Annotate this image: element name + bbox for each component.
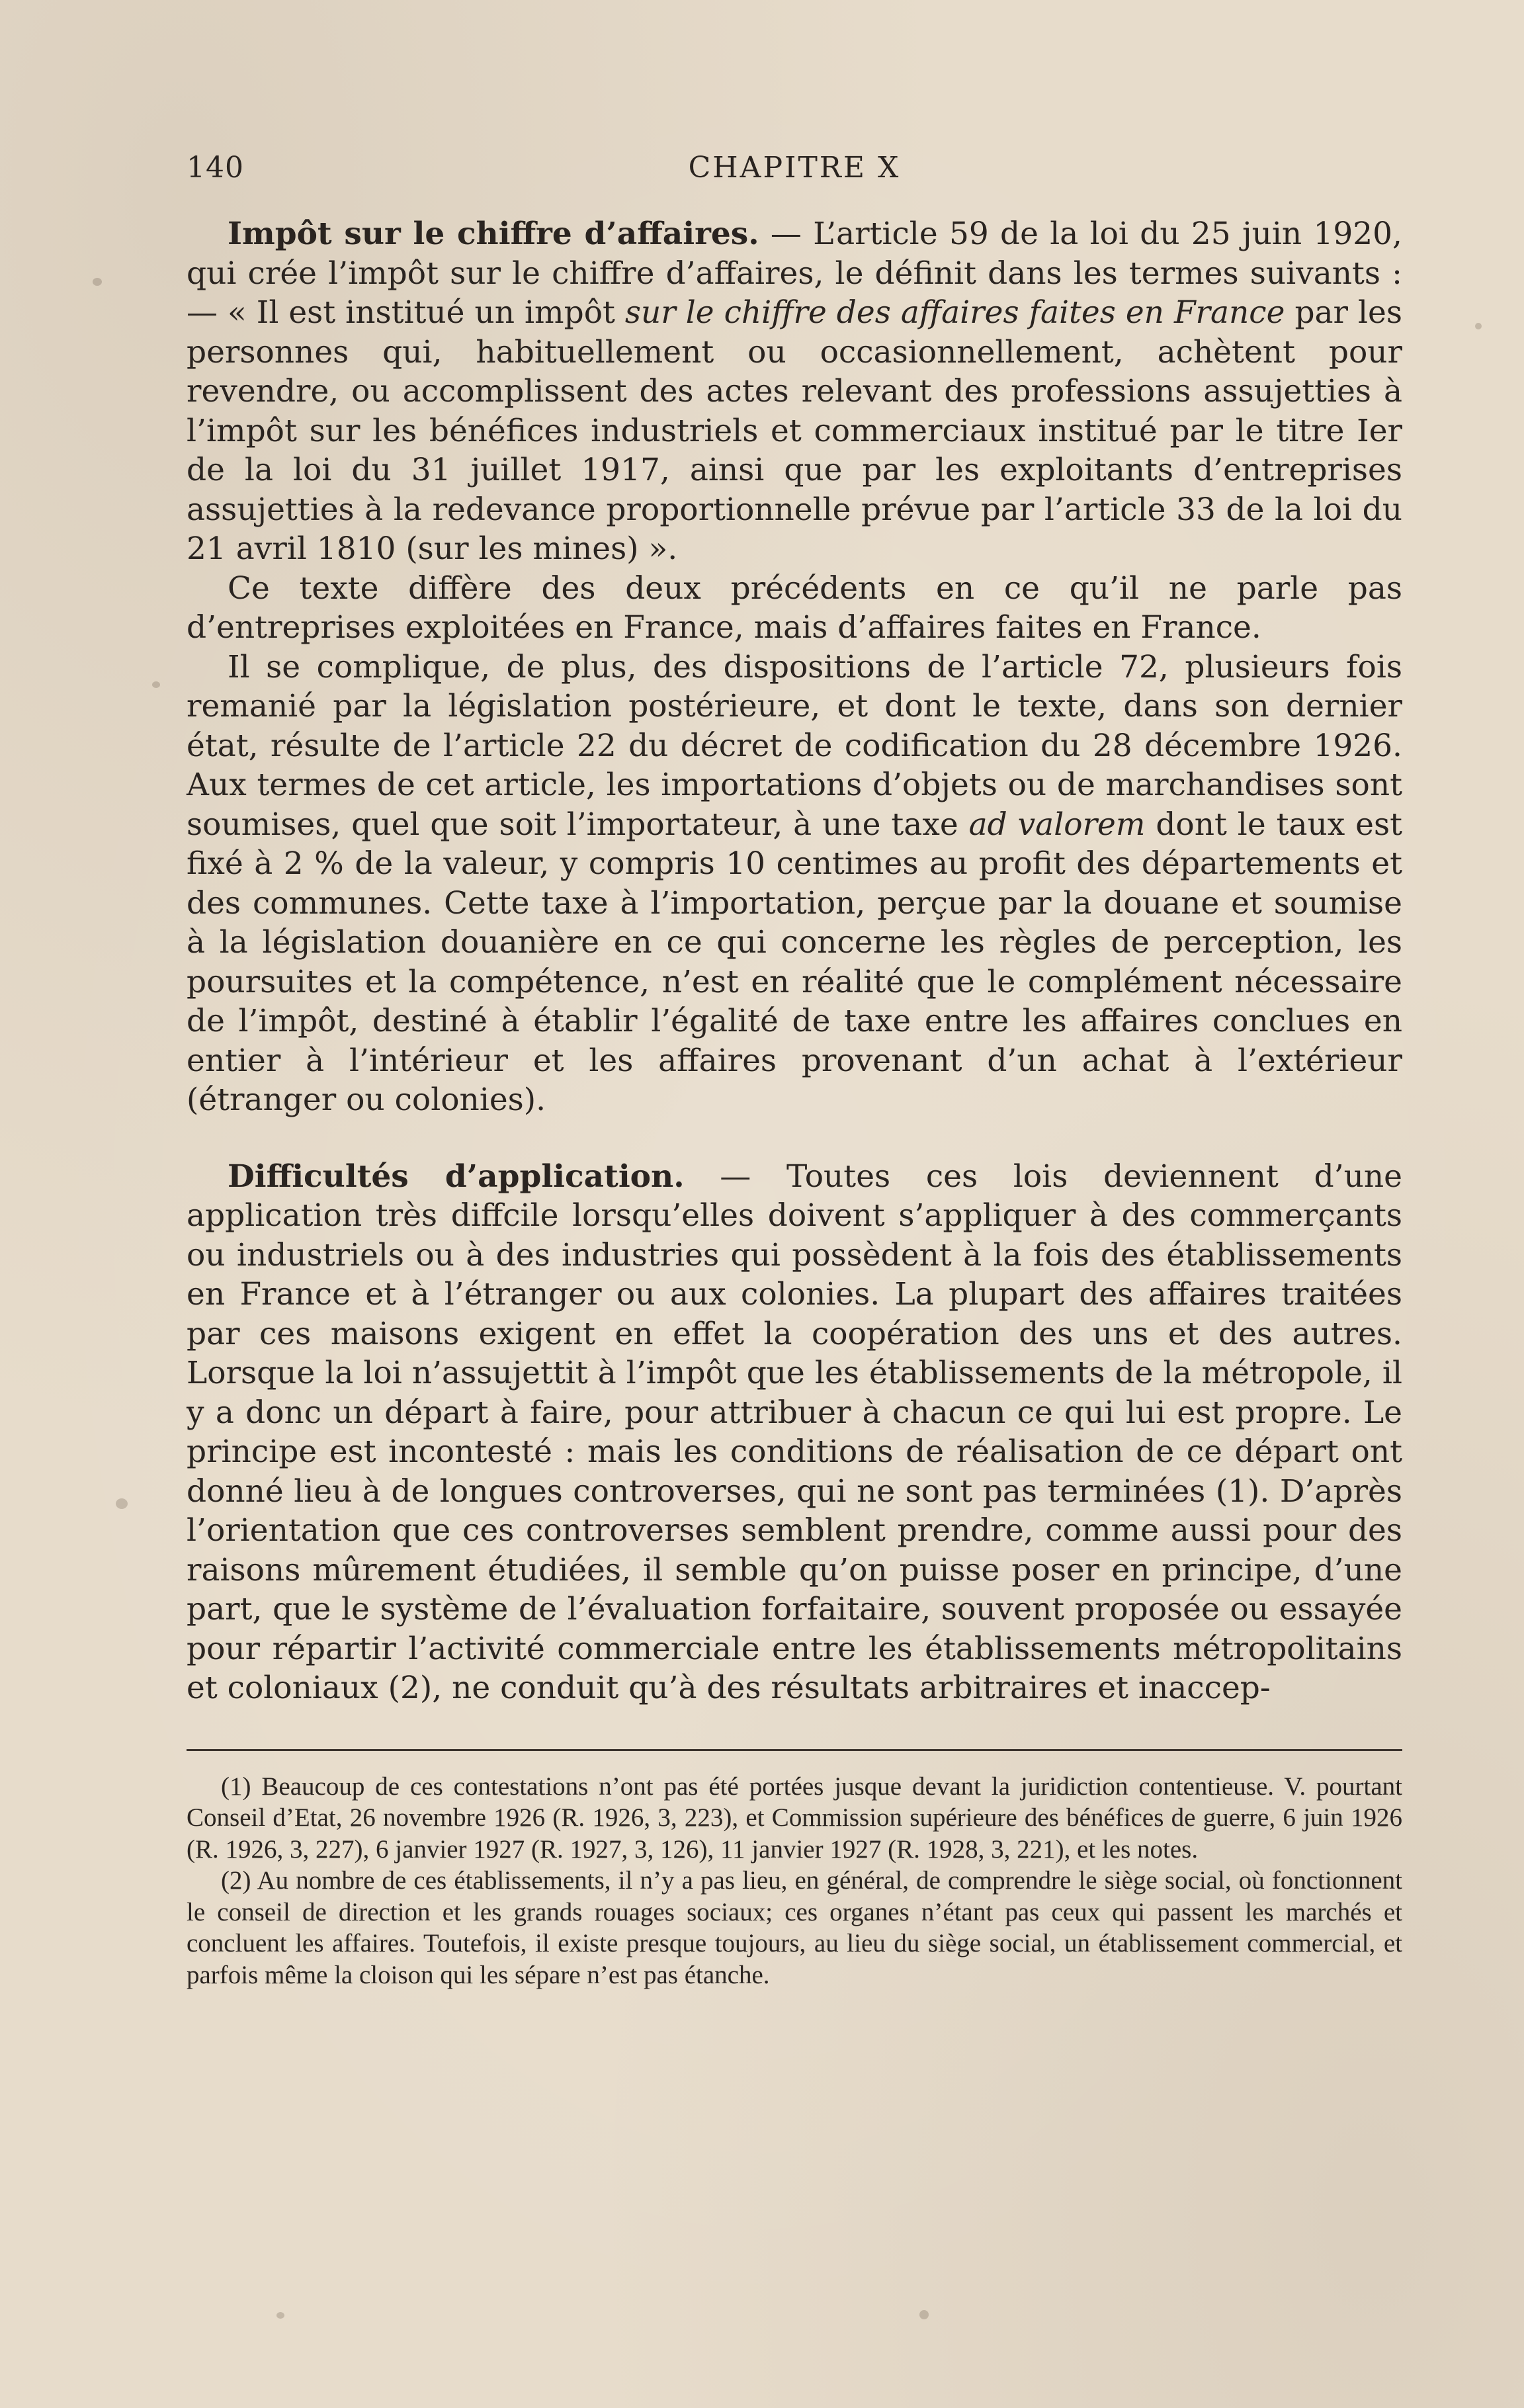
paragraph-chiffre-affaires: [187, 214, 1402, 569]
paper-speck: [1475, 323, 1482, 329]
running-header: [187, 146, 1402, 192]
paragraph-text: Il se complique, de plus, des dispositions de l’article 72, plusieurs fois remanié par la législation postérieure, et dont le texte, dans son dernier état, résulte de l’article 22 du décret de codification du 28 décembre 1926. Aux termes de cet article, les importations d’objets ou de marchandises sont soumises, quel que soit l’importateur, à une taxe: [187, 648, 1402, 843]
paragraph-difference: Ce texte diffère des deux précédents en ce qu’il ne parle pas d’entreprises exploitées en France, mais d’affaires faites en France.: [187, 570, 1402, 646]
paragraph-text: par les personnes qui, habituellement ou occasionnellement, achètent pour revendre, ou accomplissent des actes relevant des professions assujetties à l’impôt sur les bénéfices industriels et commerciaux institué par le titre Ier de la loi du 31 juillet 1917, ainsi que par les exploitants d’entreprises assujetties à la redevance proportionnelle prévue par l’article 33 de la loi du 21 avril 1810 (sur les mines) ».: [187, 294, 1402, 567]
paragraph-difficultes: [187, 1157, 1402, 1708]
page-number: 140: [187, 151, 244, 185]
page-content: [187, 146, 1402, 1991]
footnote-1: (1) Beaucoup de ces contestations n’ont pas été portées jusque devant la juridiction contentieuse. V. pourtant Conseil d’Etat, 26 novembre 1926 (R. 1926, 3, 223), et Commission supérieure des bénéfices de guerre, 6 juin 1926 (R. 1926, 3, 227), 6 janvier 1927 (R. 1927, 3, 126), 11 janvier 1927 (R. 1928, 3, 221), et les notes.: [187, 1772, 1402, 1864]
footnotes: [187, 1771, 1402, 1991]
paragraph-emphasis: sur le chiffre des affaires faites en France: [624, 294, 1285, 331]
paper-speck: [152, 681, 160, 688]
paragraph-text: dont le taux est fixé à 2 % de la valeur, y compris 10 centimes au profit des départements et des communes. Cette taxe à l’importation, perçue par la douane et soumise à la législation douanière en ce qui concerne les règles de perception, les poursuites et la compétence, n’est en réalité que le complément nécessaire de l’impôt, destiné à établir l’égalité de taxe entre les affaires conclues en entier à l’intérieur et les affaires provenant d’un achat à l’extérieur (étranger ou colonies).: [187, 806, 1403, 1118]
paper-speck: [93, 278, 102, 286]
footnote-divider: [187, 1749, 1402, 1751]
chapter-title: CHAPITRE X: [688, 151, 901, 185]
footnote-2: (2) Au nombre de ces établissements, il n’y a pas lieu, en général, de comprendre le siège social, où fonctionnent le conseil de direction et les grands rouages sociaux; ces organes n’étant pas ceux qui passent les marchés et concluent les affaires. Toutefois, il existe presque toujours, au lieu du siège social, un établissement commercial, et parfois même la cloison qui les sépare n’est pas étanche.: [187, 1866, 1402, 1989]
paragraph-text: — Toutes ces lois deviennent d’une application très diffcile lorsqu’elles doivent s’appliquer à des commerçants ou industriels ou à des industries qui possèdent à la fois des établissements en France et à l’étranger ou aux colonies. La plupart des affaires traitées par ces maisons exigent en effet la coopération des uns et des autres. Lorsque la loi n’assujettit à l’impôt que les établissements de la métropole, il y a donc un départ à faire, pour attribuer à chacun ce qui lui est propre. Le principe est incontesté : mais les conditions de réalisation de ce départ ont donné lieu à de longues controverses, qui ne sont pas terminées (1). D’après l’orientation que ces controverses semblent prendre, comme aussi pour des raisons mûrement étudiées, il semble qu’on puisse poser en principe, d’une part, que le système de l’évaluation forfaitaire, souvent proposée ou essayée pour répartir l’activité commerciale entre les établissements métropolitains et coloniaux (2), ne conduit qu’à des résultats arbitraires et inaccep-: [187, 1158, 1402, 1706]
paragraph-emphasis: ad valorem: [968, 806, 1146, 843]
paper-speck: [116, 1498, 128, 1509]
section-heading: Impôt sur le chiffre d’affaires.: [228, 216, 759, 252]
body-text: [187, 214, 1402, 1708]
paper-speck: [919, 2310, 929, 2319]
section-heading: Difficultés d’application.: [228, 1158, 685, 1195]
paragraph-article-72: [187, 648, 1402, 1120]
paragraph-text: — L’article 59 de la loi du 25 juin 1920, qui crée l’impôt sur le chiffre d’affaires, le définit dans les termes suivants : — « Il est institué un impôt: [187, 216, 1402, 331]
paper-speck: [276, 2312, 284, 2319]
